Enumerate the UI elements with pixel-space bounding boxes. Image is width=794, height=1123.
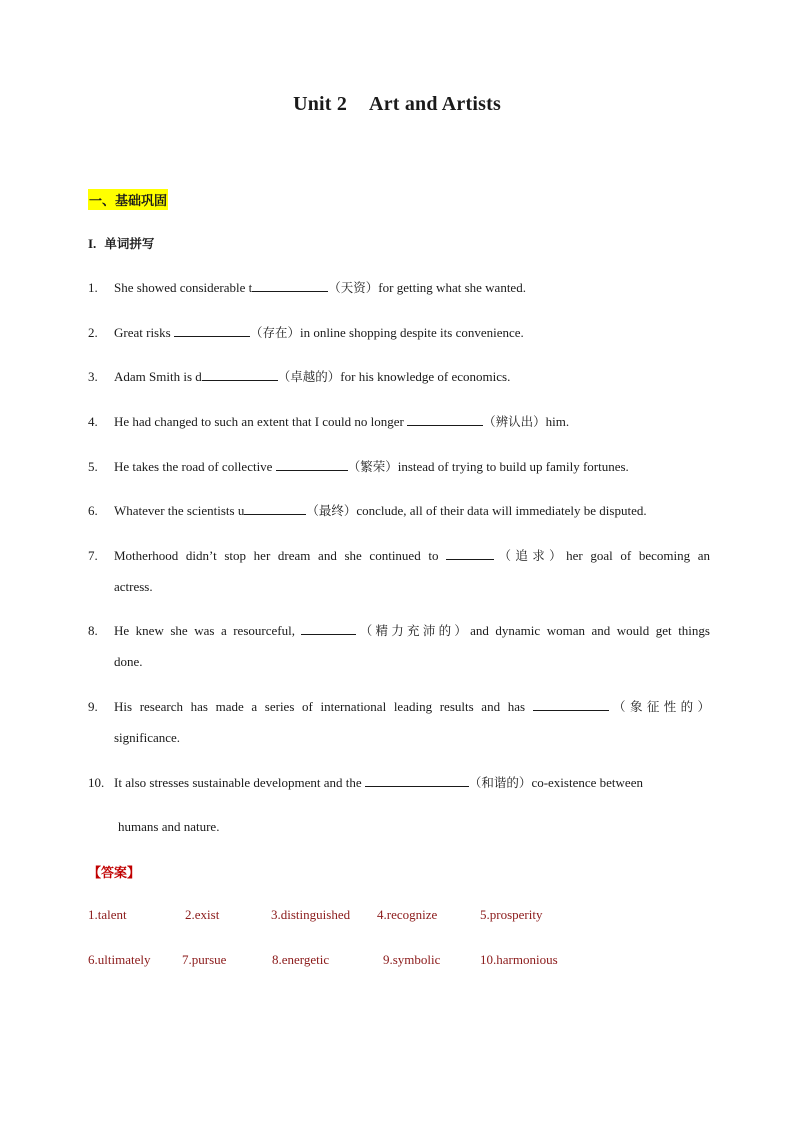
answer-blank[interactable] bbox=[174, 324, 250, 337]
question-text: Whatever the scientists u bbox=[114, 503, 245, 518]
question-text-end: conclude, all of their data will immediately be disputed. bbox=[356, 503, 647, 518]
answer-heading: 【答案】 bbox=[88, 866, 141, 881]
question-text: He knew she was a resourceful, bbox=[114, 623, 302, 638]
answer-blank[interactable] bbox=[446, 547, 494, 560]
answer-blank[interactable] bbox=[252, 279, 328, 292]
unit-name: Art and Artists bbox=[369, 93, 501, 115]
answer-blank[interactable] bbox=[301, 622, 356, 635]
question-text-end: him. bbox=[545, 414, 570, 429]
question-4 bbox=[88, 406, 710, 437]
answer-blank[interactable] bbox=[244, 502, 306, 515]
question-continuation: significance. bbox=[114, 730, 181, 745]
hint: （繁荣） bbox=[347, 459, 398, 474]
answer-item: 3.distinguished bbox=[271, 907, 351, 922]
question-continuation: actress. bbox=[114, 579, 153, 594]
question-text: She showed considerable t bbox=[114, 280, 253, 295]
question-text: He had changed to such an extent that I could no longer bbox=[114, 414, 408, 429]
answer-blank[interactable] bbox=[202, 368, 278, 381]
hint: （最终） bbox=[306, 503, 357, 518]
subsection-title: 单词拼写 bbox=[104, 236, 155, 251]
question-continuation: humans and nature. bbox=[118, 819, 220, 834]
question-continuation: done. bbox=[114, 654, 143, 669]
hint: （存在） bbox=[249, 325, 300, 340]
question-number: 10. bbox=[88, 775, 105, 790]
answer-blank[interactable] bbox=[276, 458, 348, 471]
answer-blank[interactable] bbox=[533, 698, 609, 711]
hint: （和谐的） bbox=[468, 775, 532, 790]
question-text: His research has made a series of international leading results and has bbox=[114, 699, 533, 714]
question-text: It also stresses sustainable development and the bbox=[114, 775, 365, 790]
question-number: 2. bbox=[88, 325, 98, 340]
question-10 bbox=[88, 767, 710, 842]
question-9 bbox=[88, 691, 710, 753]
question-text-end: co-existence between bbox=[531, 775, 643, 790]
question-text-end: for getting what she wanted. bbox=[378, 280, 526, 295]
question-number: 8. bbox=[88, 623, 98, 638]
page-title bbox=[0, 93, 794, 116]
hint: （辨认出） bbox=[483, 414, 546, 429]
question-number: 4. bbox=[88, 414, 98, 429]
question-number: 3. bbox=[88, 369, 98, 384]
answer-item: 9.symbolic bbox=[383, 952, 441, 967]
hint: （天资） bbox=[328, 280, 379, 295]
answer-item: 1.talent bbox=[88, 907, 127, 922]
answer-item: 8.energetic bbox=[272, 952, 330, 967]
subsection-number: I. bbox=[88, 236, 97, 251]
question-7 bbox=[88, 540, 710, 602]
question-text: Adam Smith is d bbox=[114, 369, 202, 384]
unit-label: Unit 2 bbox=[293, 93, 348, 115]
question-text-end: her goal of becoming an bbox=[566, 548, 710, 563]
question-number: 6. bbox=[88, 503, 98, 518]
answer-blank[interactable] bbox=[407, 413, 483, 426]
answer-item: 10.harmonious bbox=[480, 952, 558, 967]
question-number: 9. bbox=[88, 699, 98, 714]
question-8 bbox=[88, 615, 710, 677]
hint: （象征性的） bbox=[608, 699, 710, 714]
answer-item: 7.pursue bbox=[182, 952, 227, 967]
answer-blank[interactable] bbox=[365, 774, 469, 787]
question-1 bbox=[88, 272, 710, 303]
question-text-end: instead of trying to build up family fortunes. bbox=[397, 459, 629, 474]
hint: （精力充沛的） bbox=[356, 623, 471, 638]
question-text: Motherhood didn’t stop her dream and she continued to bbox=[114, 548, 447, 563]
question-number: 7. bbox=[88, 548, 98, 563]
question-text: Great risks bbox=[114, 325, 174, 340]
answer-item: 6.ultimately bbox=[88, 952, 151, 967]
question-number: 1. bbox=[88, 280, 98, 295]
subsection-heading bbox=[88, 234, 154, 252]
answer-item: 2.exist bbox=[185, 907, 220, 922]
question-text: He takes the road of collective bbox=[114, 459, 276, 474]
answer-item: 5.prosperity bbox=[480, 907, 543, 922]
question-5 bbox=[88, 451, 710, 482]
question-3 bbox=[88, 361, 710, 392]
section-heading: 一、基础巩固 bbox=[88, 189, 168, 210]
question-6 bbox=[88, 495, 710, 526]
question-2 bbox=[88, 317, 710, 348]
hint: （追求） bbox=[494, 548, 567, 563]
question-number: 5. bbox=[88, 459, 98, 474]
hint: （卓越的） bbox=[277, 369, 341, 384]
question-text-end: and dynamic woman and would get things bbox=[470, 623, 710, 638]
question-text-end: in online shopping despite its convenience. bbox=[299, 325, 524, 340]
question-text-end: for his knowledge of economics. bbox=[340, 369, 511, 384]
answer-item: 4.recognize bbox=[377, 907, 438, 922]
